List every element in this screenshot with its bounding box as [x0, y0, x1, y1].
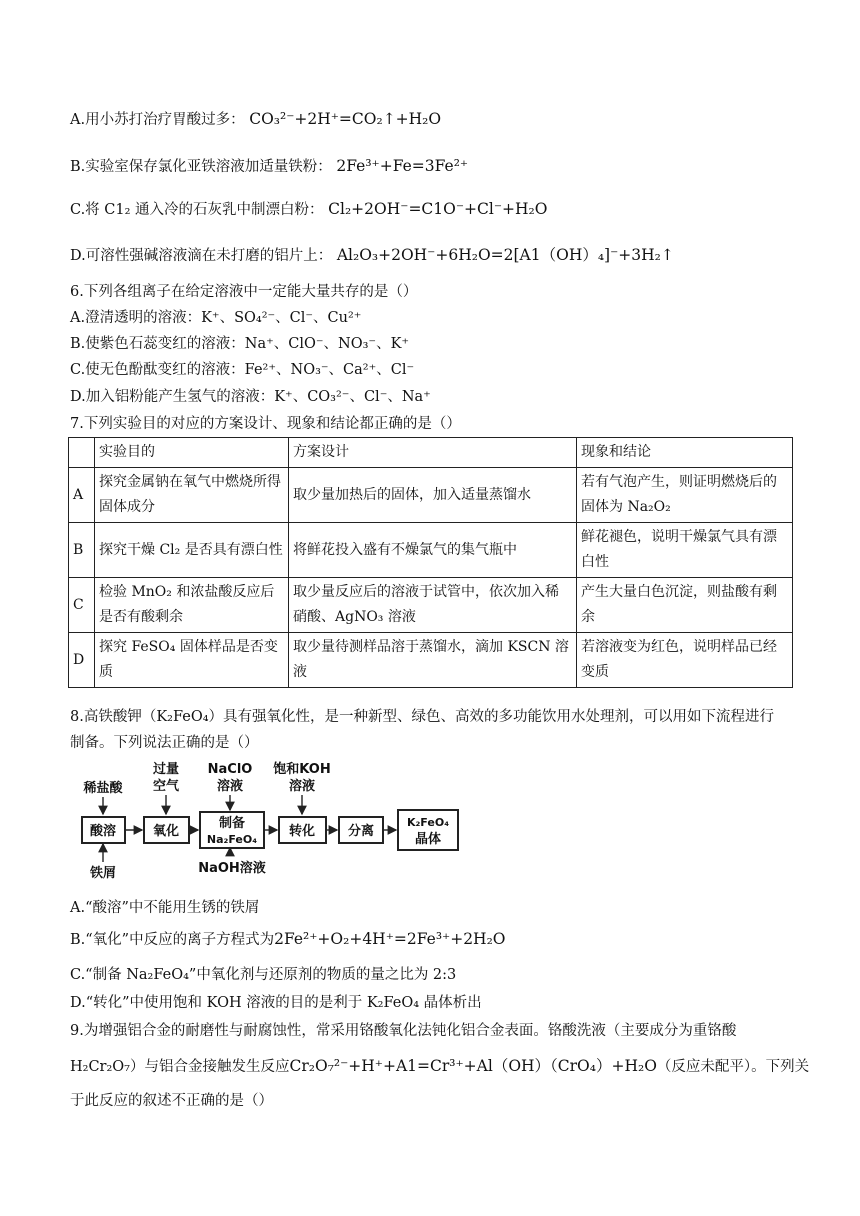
q8-option-c: C.“制备 Na₂FeO₄”中氧化剂与还原剂的物质的量之比为 2:3 — [70, 967, 457, 983]
q5-option-b-text: B.实验室保存氯化亚铁溶液加适量铁粉： — [70, 159, 332, 175]
table-cell: 若溶液变为红色，说明样品已经变质 — [577, 633, 793, 688]
flow-input-koh-solution: 溶液 — [288, 779, 316, 794]
table-header-cell: 实验目的 — [95, 438, 289, 468]
q8-option-a: A.“酸溶”中不能用生锈的铁屑 — [70, 900, 260, 916]
q8-option-b — [70, 928, 506, 949]
flow-input-hcl: 稀盐酸 — [83, 781, 123, 796]
flow-input-koh: 饱和KOH — [273, 762, 331, 777]
q9-stem-line3: 于此反应的叙述不正确的是（） — [70, 1093, 273, 1109]
q6-option-c: C.使无色酚酞变红的溶液：Fe²⁺、NO₃⁻、Ca²⁺、Cl⁻ — [70, 362, 415, 378]
q8-option-d: D.“转化”中使用饱和 KOH 溶液的目的是利于 K₂FeO₄ 晶体析出 — [70, 995, 482, 1011]
table-cell: 鲜花褪色，说明干燥氯气具有漂白性 — [577, 523, 793, 578]
flow-step-acid-dissolve: 酸溶 — [89, 824, 117, 839]
q9-stem-line2-a: H₂Cr₂O₇）与铝合金接触发生反应 — [70, 1059, 290, 1075]
q8-option-b-text: B.“氧化”中反应的离子方程式为 — [70, 932, 275, 948]
table-cell: 产生大量白色沉淀，则盐酸有剩余 — [577, 578, 793, 633]
table-cell: 探究金属钠在氧气中燃烧所得固体成分 — [95, 468, 289, 523]
table-row — [69, 468, 793, 523]
table-row — [69, 578, 793, 633]
q9-stem-line2 — [70, 1054, 809, 1076]
q8-option-b-equation: 2Fe²⁺+O₂+4H⁺=2Fe³⁺+2H₂O — [274, 930, 506, 948]
q5-option-a — [70, 108, 441, 129]
q5-option-a-equation: CO₃²⁻+2H⁺=CO₂↑+H₂O — [249, 110, 442, 128]
q9-equation: Cr₂O₇²⁻+H⁺+A1=Cr³⁺+Al（OH）（CrO₄）+H₂O — [289, 1057, 657, 1075]
q6-stem: 6.下列各组离子在给定溶液中一定能大量共存的是（） — [70, 284, 418, 300]
flow-step-convert: 转化 — [288, 824, 316, 839]
table-header-cell: 方案设计 — [289, 438, 577, 468]
q5-option-c-text: C.将 C1₂ 通入冷的石灰乳中制漂白粉： — [70, 202, 324, 218]
table-cell: 若有气泡产生，则证明燃烧后的固体为 Na₂O₂ — [577, 468, 793, 523]
table-cell: 取少量待测样品溶于蒸馏水，滴加 KSCN 溶液 — [289, 633, 577, 688]
q8-stem-line2: 制备。下列说法正确的是（） — [70, 735, 259, 751]
table-cell: 取少量加热后的固体，加入适量蒸馏水 — [289, 468, 577, 523]
flow-input-excess: 过量 — [152, 762, 180, 777]
table-cell: 探究干燥 Cl₂ 是否具有漂白性 — [95, 523, 289, 578]
flow-step-oxidize: 氧化 — [152, 824, 180, 839]
flow-step-separate: 分离 — [347, 824, 375, 839]
table-cell: 探究 FeSO₄ 固体样品是否变质 — [95, 633, 289, 688]
table-cell: 取少量反应后的溶液于试管中，依次加入稀硝酸、AgNO₃ 溶液 — [289, 578, 577, 633]
table-row — [69, 633, 793, 688]
q5-option-d-equation: Al₂O₃+2OH⁻+6H₂O=2[A1（OH）₄]⁻+3H₂↑ — [336, 246, 674, 264]
flow-step-crystal: 晶体 — [414, 832, 442, 847]
flow-step-na2feo4: Na₂FeO₄ — [206, 833, 258, 846]
flow-step-k2feo4: K₂FeO₄ — [406, 816, 450, 829]
flow-input-iron-scraps: 铁屑 — [89, 866, 117, 881]
flow-input-naclo-solution: 溶液 — [216, 779, 244, 794]
table-cell: 将鲜花投入盛有不燥氯气的集气瓶中 — [289, 523, 577, 578]
q7-table — [68, 437, 793, 688]
q5-option-c-equation: Cl₂+2OH⁻=C1O⁻+Cl⁻+H₂O — [328, 200, 548, 218]
q5-option-a-text: A.用小苏打治疗胃酸过多： — [70, 112, 245, 128]
q9-stem-line1: 9.为增强铝合金的耐磨性与耐腐蚀性，常采用铬酸氧化法钝化铝合金表面。铬酸洗液（主要成分为重铬酸 — [70, 1023, 737, 1039]
q8-stem-line1: 8.高铁酸钾（K₂FeO₄）具有强氧化性，是一种新型、绿色、高效的多功能饮用水处理剂，可以用如下流程进行 — [70, 709, 775, 725]
table-header-row — [69, 438, 793, 468]
table-cell: D — [69, 633, 95, 688]
q9-stem-line2-b: （反应未配平）。下列关 — [656, 1059, 810, 1075]
flow-input-naoh: NaOH溶液 — [198, 861, 266, 876]
table-row — [69, 523, 793, 578]
q7-stem: 7.下列实验目的对应的方案设计、现象和结论都正确的是（） — [70, 416, 461, 432]
q8-flow-diagram — [78, 760, 478, 882]
flow-input-air: 空气 — [152, 779, 180, 794]
q5-option-d-text: D.可溶性强碱溶液滴在未打磨的铝片上： — [70, 248, 333, 264]
table-cell: A — [69, 468, 95, 523]
flow-step-prepare: 制备 — [218, 816, 246, 831]
table-cell: B — [69, 523, 95, 578]
table-header-cell: 现象和结论 — [577, 438, 793, 468]
q5-option-b-equation: 2Fe³⁺+Fe=3Fe²⁺ — [336, 157, 469, 175]
q6-option-b: B.使紫色石蕊变红的溶液：Na⁺、ClO⁻、NO₃⁻、K⁺ — [70, 336, 410, 352]
q5-option-b — [70, 155, 468, 176]
table-header-cell — [69, 438, 95, 468]
q5-option-c — [70, 198, 547, 219]
q6-option-d: D.加入铝粉能产生氢气的溶液：K⁺、CO₃²⁻、Cl⁻、Na⁺ — [70, 389, 431, 405]
table-cell: 检验 MnO₂ 和浓盐酸反应后是否有酸剩余 — [95, 578, 289, 633]
q5-option-d — [70, 243, 674, 265]
flow-input-naclo: NaClO — [207, 762, 253, 777]
table-cell: C — [69, 578, 95, 633]
q6-option-a: A.澄清透明的溶液：K⁺、SO₄²⁻、Cl⁻、Cu²⁺ — [70, 310, 362, 326]
